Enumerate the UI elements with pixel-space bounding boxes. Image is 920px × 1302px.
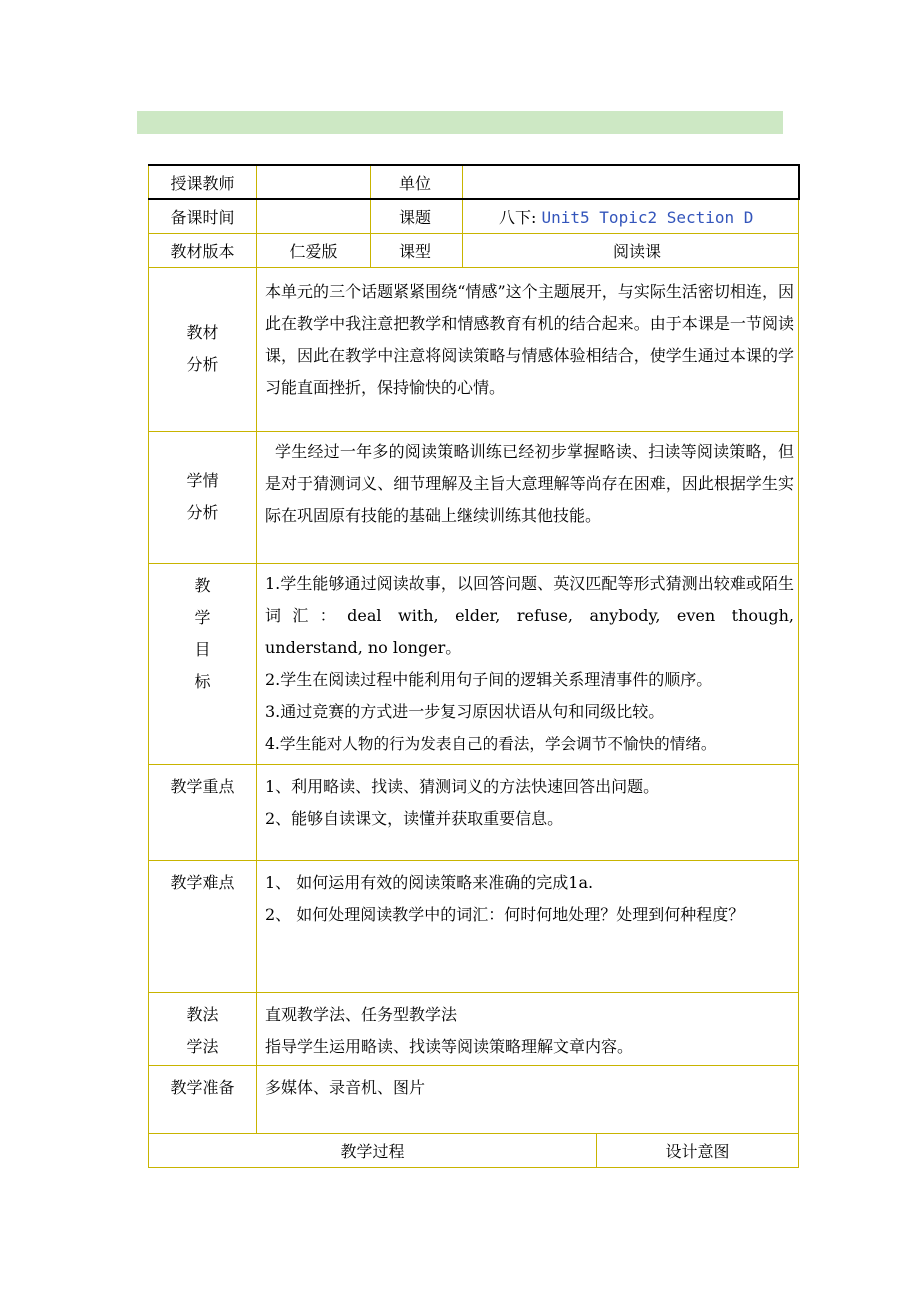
student-analysis-label: 学情 分析 [149, 431, 257, 563]
key-point-item: 2、能够自读课文，读懂并获取重要信息。 [265, 808, 564, 828]
preparation-label: 教学准备 [149, 1065, 257, 1133]
intent-label: 设计意图 [597, 1133, 799, 1167]
material-analysis-text: 本单元的三个话题紧紧围绕“情感”这个主题展开，与实际生活密切相连，因此在教学中我注意把教学和情感教育有机的结合起来。由于本课是一节阅读课，因此在教学中注意将阅读策略与情感体验相结合，使学生通过本课的学习能直面挫折，保持愉快的心情。 [257, 267, 799, 431]
method-item: 指导学生运用略读、找读等阅读策略理解文章内容。 [265, 1036, 634, 1056]
method-item: 直观教学法、任务型教学法 [265, 1004, 458, 1024]
student-analysis-text: 学生经过一年多的阅读策略训练已经初步掌握略读、扫读等阅读策略，但是对于猜测词义、细节理解及主旨大意理解等尚存在困难，因此根据学生实际在巩固原有技能的基础上继续训练其他技能。 [257, 431, 799, 563]
preparation-value: 多媒体、录音机、图片 [257, 1065, 799, 1133]
lesson-type-value: 阅读课 [463, 233, 799, 267]
decorative-green-band [137, 111, 783, 134]
row-edition [149, 233, 799, 267]
difficulties-label: 教学难点 [149, 860, 257, 992]
key-points-list [257, 764, 799, 860]
teacher-value [257, 165, 371, 199]
lesson-type-label: 课型 [371, 233, 463, 267]
row-prep-time [149, 199, 799, 233]
key-points-label: 教学重点 [149, 764, 257, 860]
row-material-analysis [149, 267, 799, 431]
row-student-analysis [149, 431, 799, 563]
row-teacher [149, 165, 799, 199]
difficulties-list [257, 860, 799, 992]
edition-value: 仁爱版 [257, 233, 371, 267]
key-point-item: 1、利用略读、找读、猜测词义的方法快速回答出问题。 [265, 776, 660, 796]
unit-label: 单位 [371, 165, 463, 199]
objective-item: 4.学生能对人物的行为发表自己的看法，学会调节不愉快的情绪。 [265, 734, 717, 753]
topic-prefix: 八下: [499, 207, 537, 227]
row-preparation [149, 1065, 799, 1133]
objective-item: 3.通过竞赛的方式进一步复习原因状语从句和同级比较。 [265, 701, 665, 721]
row-key-points [149, 764, 799, 860]
material-analysis-label: 教材 分析 [149, 267, 257, 431]
row-difficulties [149, 860, 799, 992]
objective-item: 2.学生在阅读过程中能利用句子间的逻辑关系理清事件的顺序。 [265, 669, 713, 689]
edition-label: 教材版本 [149, 233, 257, 267]
prep-time-value [257, 199, 371, 233]
difficulty-item: 2、 如何处理阅读教学中的词汇：何时何地处理？处理到何种程度？ [265, 904, 745, 924]
row-objectives [149, 563, 799, 764]
objective-item: 1.学生能够通过阅读故事，以回答问题、英汉匹配等形式猜测出较难或陌生词汇：deal with, elder, refuse, anybody, even though, understand, no longer。 [265, 573, 794, 657]
objectives-list [257, 563, 799, 764]
methods-list [257, 992, 799, 1065]
unit-value [463, 165, 799, 199]
prep-time-label: 备课时间 [149, 199, 257, 233]
process-label: 教学过程 [149, 1133, 597, 1167]
row-methods [149, 992, 799, 1065]
objectives-label: 教 学 目 标 [149, 563, 257, 764]
row-footer [149, 1133, 799, 1167]
topic-value [463, 199, 799, 233]
topic-label: 课题 [371, 199, 463, 233]
teacher-label: 授课教师 [149, 165, 257, 199]
difficulty-item: 1、 如何运用有效的阅读策略来准确的完成1a. [265, 872, 594, 892]
topic-title: Unit5 Topic2 Section D [541, 207, 754, 227]
lesson-plan-table [148, 164, 800, 1168]
methods-label: 教法 学法 [149, 992, 257, 1065]
